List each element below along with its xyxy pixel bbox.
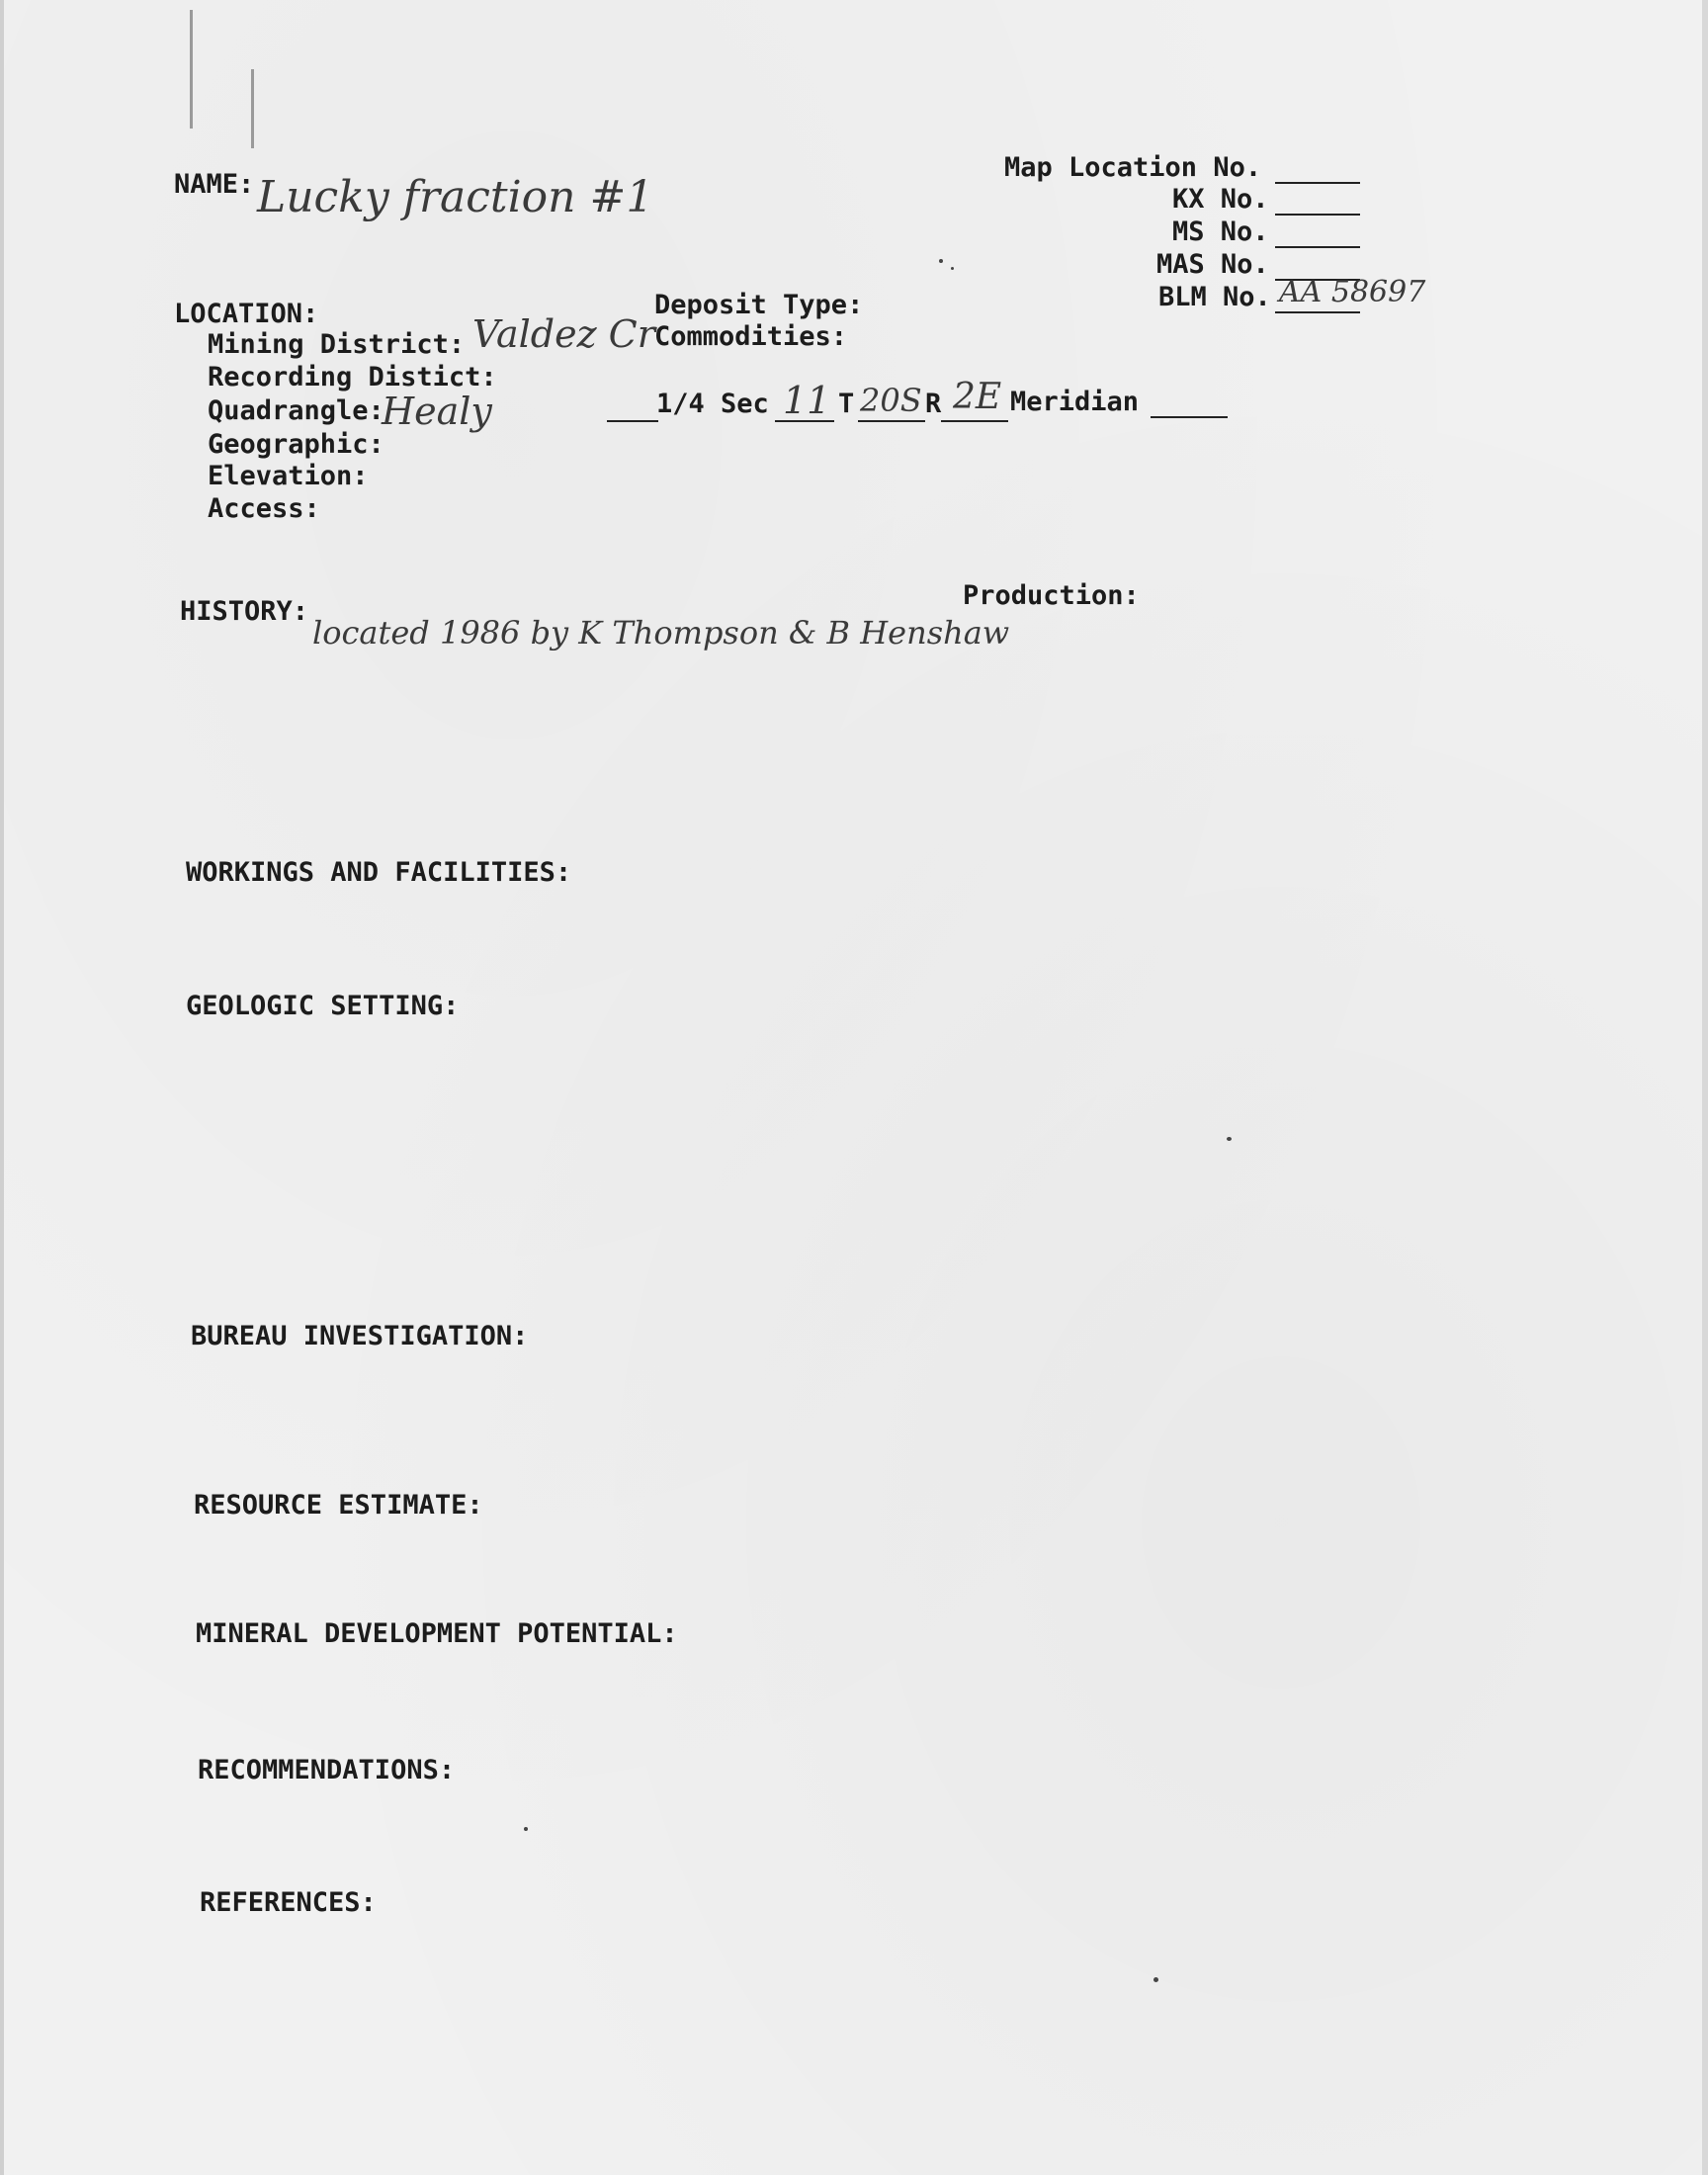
ms-blank bbox=[1275, 246, 1360, 248]
mineral-heading: MINERAL DEVELOPMENT POTENTIAL: bbox=[196, 1618, 678, 1649]
quarter-sec-label: 1/4 Sec bbox=[656, 389, 769, 419]
name-label: NAME: bbox=[174, 169, 255, 200]
scan-speck bbox=[1153, 1977, 1158, 1982]
range-label: R bbox=[925, 389, 942, 419]
blm-value: AA 58697 bbox=[1279, 275, 1426, 309]
resource-heading: RESOURCE ESTIMATE: bbox=[194, 1490, 483, 1521]
range-blank bbox=[941, 420, 1008, 422]
history-label: HISTORY: bbox=[180, 596, 309, 627]
mas-label: MAS No. bbox=[1156, 249, 1269, 280]
ms-label: MS No. bbox=[1172, 217, 1269, 247]
quadrangle-value: Healy bbox=[382, 390, 492, 433]
map-location-label: Map Location No. bbox=[1004, 152, 1262, 183]
quadrangle-label: Quadrangle: bbox=[208, 395, 384, 426]
blm-label: BLM No. bbox=[1158, 282, 1271, 312]
geographic-label: Geographic: bbox=[208, 429, 384, 460]
recording-district-label: Recording Distict: bbox=[208, 362, 497, 392]
name-value: Lucky fraction #1 bbox=[257, 172, 654, 222]
recommendations-heading: RECOMMENDATIONS: bbox=[198, 1755, 456, 1785]
township-value: 20S bbox=[860, 382, 922, 419]
production-label: Production: bbox=[963, 580, 1140, 611]
elevation-label: Elevation: bbox=[208, 461, 369, 491]
scan-speck bbox=[951, 267, 954, 270]
mining-district-value: Valdez Cr bbox=[472, 312, 655, 356]
staple-mark-2 bbox=[251, 69, 254, 148]
scan-edge-right bbox=[1702, 0, 1708, 2175]
quarter-blank bbox=[607, 420, 658, 422]
scan-edge-left bbox=[0, 0, 4, 2175]
township-label: T bbox=[838, 389, 855, 419]
sec-value: 11 bbox=[783, 379, 831, 422]
scan-speck bbox=[1227, 1137, 1232, 1141]
meridian-blank bbox=[1151, 416, 1228, 418]
staple-mark bbox=[190, 10, 193, 129]
references-heading: REFERENCES: bbox=[200, 1887, 377, 1918]
scan-speck bbox=[939, 259, 943, 263]
workings-heading: WORKINGS AND FACILITIES: bbox=[186, 857, 572, 888]
deposit-type-label: Deposit Type: bbox=[654, 290, 864, 320]
map-location-blank bbox=[1275, 182, 1360, 184]
history-value: located 1986 by K Thompson & B Henshaw bbox=[312, 614, 1010, 652]
geologic-heading: GEOLOGIC SETTING: bbox=[186, 991, 460, 1021]
location-heading: LOCATION: bbox=[174, 299, 319, 329]
kx-blank bbox=[1275, 214, 1360, 216]
meridian-label: Meridian bbox=[1010, 387, 1140, 417]
kx-label: KX No. bbox=[1172, 184, 1269, 215]
range-value: 2E bbox=[953, 377, 1002, 417]
access-label: Access: bbox=[208, 493, 320, 524]
scan-speck bbox=[524, 1827, 528, 1831]
commodities-label: Commodities: bbox=[654, 321, 848, 352]
mining-district-label: Mining District: bbox=[208, 329, 466, 360]
bureau-heading: BUREAU INVESTIGATION: bbox=[191, 1321, 529, 1351]
